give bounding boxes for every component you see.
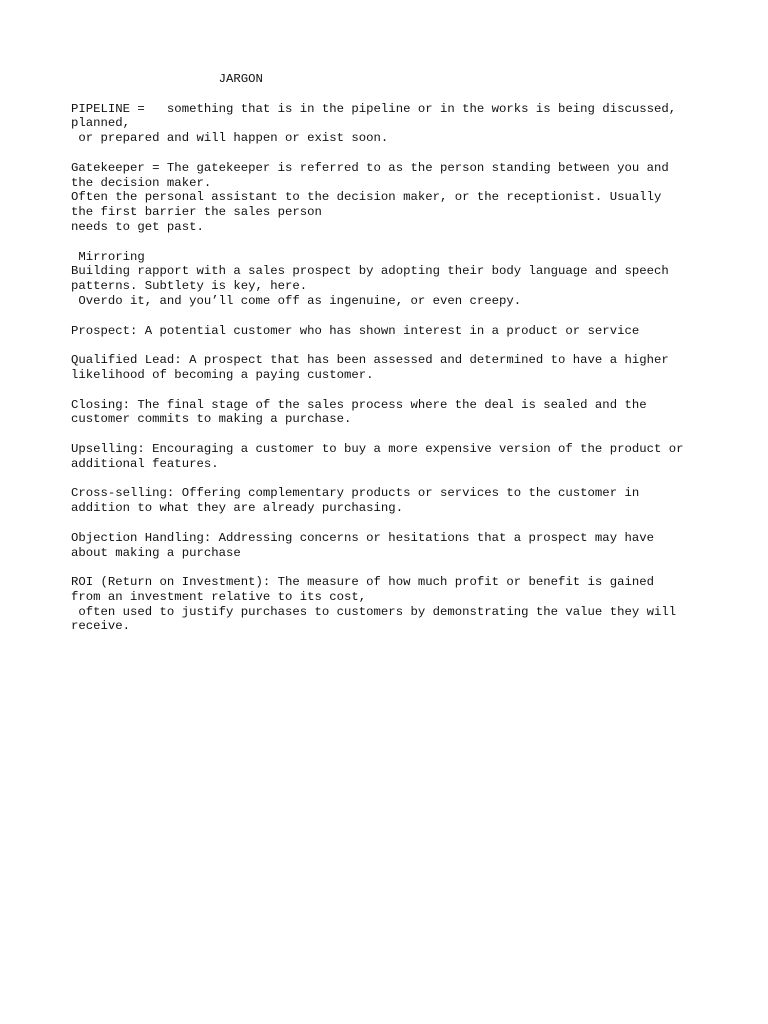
text-line: from an investment relative to its cost, (71, 589, 367, 604)
text-line: PIPELINE = something that is in the pipeline or in the works is being discussed, (71, 101, 677, 116)
text-line: about making a purchase (71, 545, 241, 560)
text-line: Closing: The final stage of the sales process where the deal is sealed and the (71, 397, 647, 412)
text-line: Overdo it, and you’ll come off as ingenuine, or even creepy. (71, 293, 522, 308)
text-line: Building rapport with a sales prospect by adopting their body language and speech (71, 264, 669, 279)
text-line: Prospect: A potential customer who has shown interest in a product or service (71, 323, 640, 338)
text-line: the decision maker. (71, 175, 212, 190)
text-line: Upselling: Encouraging a customer to buy a more expensive version of the product or (71, 441, 684, 456)
text-line: Gatekeeper = The gatekeeper is referred to as the person standing between you and (71, 160, 669, 175)
text-line: ROI (Return on Investment): The measure of how much profit or benefit is gained (71, 575, 654, 590)
paragraph-pipeline (71, 102, 711, 146)
document-title: JARGON (71, 72, 263, 86)
paragraph-objection-handling (71, 531, 711, 561)
text-line: Often the personal assistant to the decision maker, or the receptionist. Usually (71, 190, 662, 205)
paragraph-gatekeeper (71, 161, 711, 235)
paragraph-roi (71, 575, 711, 634)
text-line: receive. (71, 619, 131, 634)
paragraph-cross-selling (71, 486, 711, 516)
text-line: Qualified Lead: A prospect that has been assessed and determined to have a higher (71, 353, 669, 368)
paragraph-qualified-lead (71, 353, 711, 383)
text-line: additional features. (71, 456, 219, 471)
text-line: or prepared and will happen or exist soon. (71, 131, 389, 146)
paragraph-closing (71, 398, 711, 428)
text-line: Objection Handling: Addressing concerns or hesitations that a prospect may have (71, 530, 654, 545)
text-line: often used to justify purchases to customers by demonstrating the value they will (71, 604, 677, 619)
text-line: needs to get past. (71, 219, 204, 234)
text-line: customer commits to making a purchase. (71, 412, 352, 427)
text-line: likelihood of becoming a paying customer. (71, 367, 374, 382)
text-line: Mirroring (71, 249, 145, 264)
text-line: patterns. Subtlety is key, here. (71, 279, 308, 294)
document-body (71, 72, 711, 649)
text-line: planned, (71, 116, 131, 131)
paragraph-mirroring (71, 250, 711, 309)
text-line: addition to what they are already purchasing. (71, 501, 404, 516)
paragraph-upselling (71, 442, 711, 472)
text-line: the first barrier the sales person (71, 205, 322, 220)
text-line: Cross-selling: Offering complementary products or services to the customer in (71, 486, 640, 501)
paragraph-prospect (71, 324, 711, 339)
